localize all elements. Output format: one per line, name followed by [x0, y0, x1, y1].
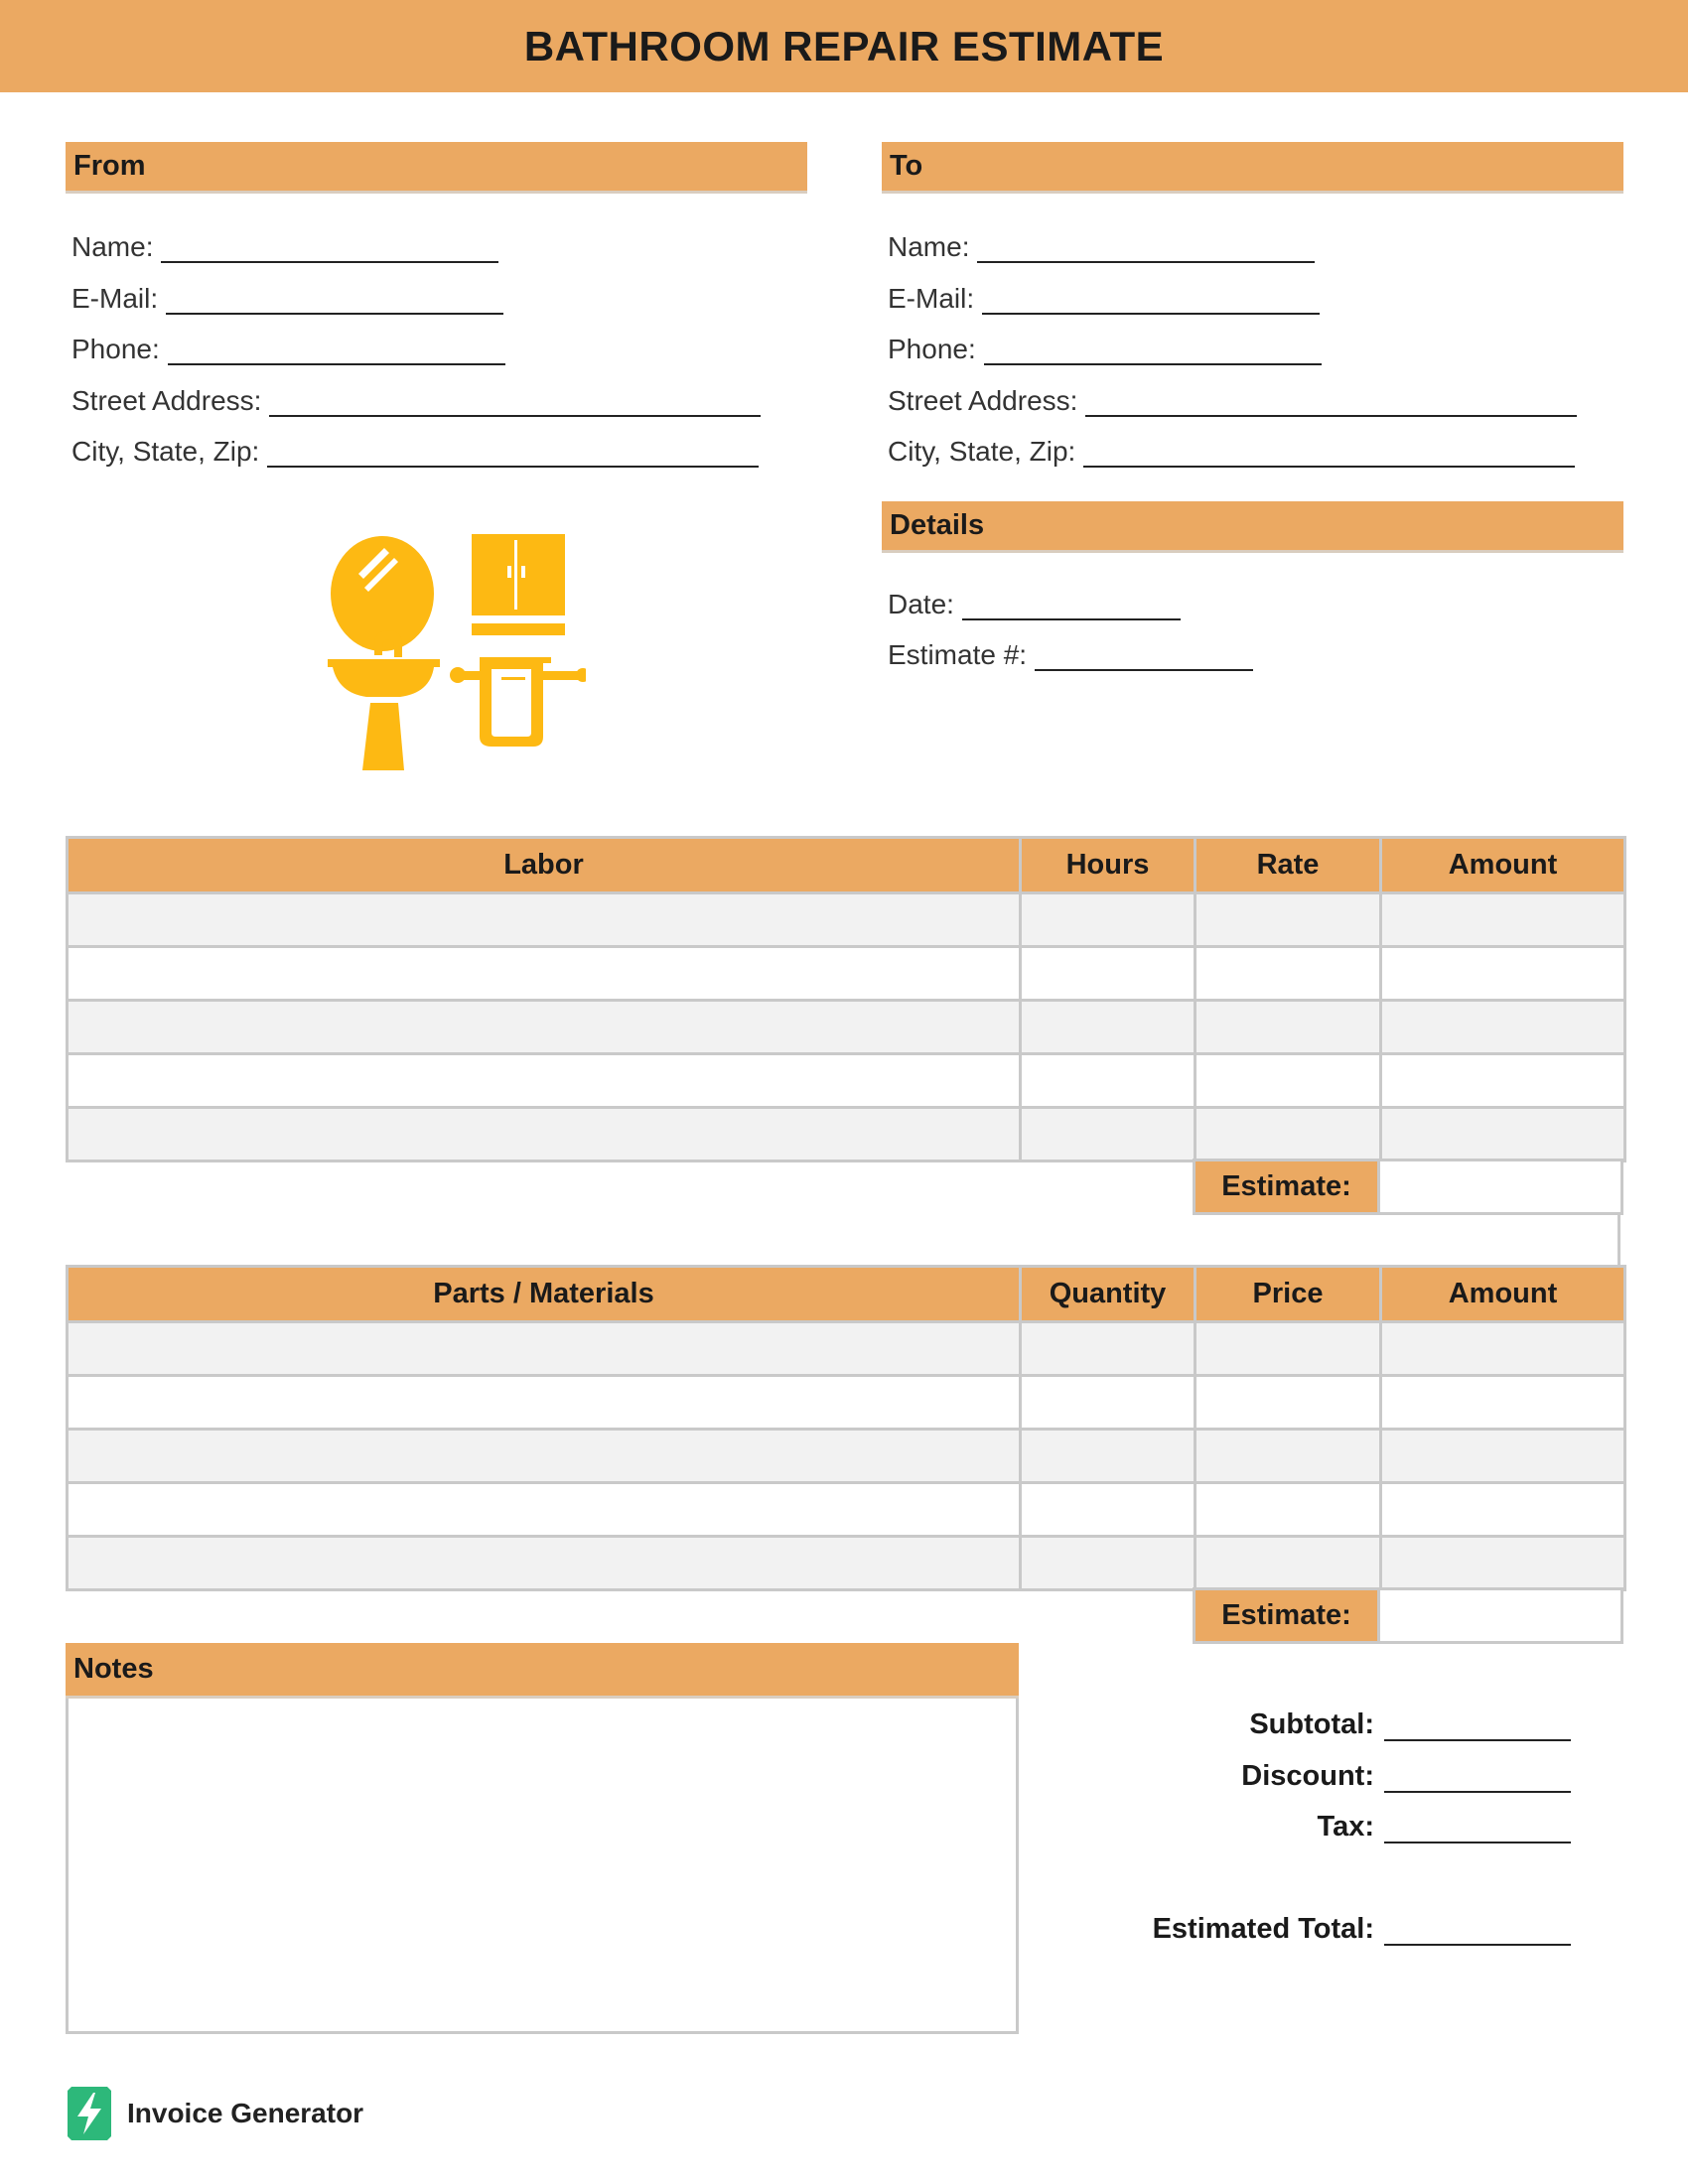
from-email-input[interactable] — [166, 283, 503, 315]
labor-cell[interactable] — [1196, 893, 1381, 947]
parts-cell[interactable] — [1021, 1430, 1196, 1483]
labor-cell[interactable] — [1196, 1108, 1381, 1161]
labor-cell[interactable] — [1381, 1054, 1625, 1108]
parts-cell[interactable] — [1381, 1430, 1625, 1483]
from-city-input[interactable] — [267, 436, 759, 468]
labor-divider — [1618, 1213, 1620, 1267]
table-row — [68, 1054, 1625, 1108]
bathroom-icon — [323, 526, 586, 774]
from-name-input[interactable] — [161, 231, 498, 263]
labor-cell[interactable] — [1021, 893, 1196, 947]
labor-estimate-label: Estimate: — [1193, 1159, 1380, 1215]
labor-cell[interactable] — [68, 947, 1021, 1001]
to-name-input[interactable] — [977, 231, 1315, 263]
from-heading: From — [66, 142, 807, 194]
parts-cell[interactable] — [68, 1376, 1021, 1430]
parts-estimate-label: Estimate: — [1193, 1587, 1380, 1644]
labor-cell[interactable] — [68, 1054, 1021, 1108]
labor-cell[interactable] — [1381, 947, 1625, 1001]
parts-cell[interactable] — [1381, 1537, 1625, 1590]
from-street-field: Street Address: — [71, 377, 761, 417]
parts-cell[interactable] — [1021, 1376, 1196, 1430]
cabinet-icon — [472, 534, 565, 615]
to-name-field: Name: — [888, 223, 1315, 263]
details-heading: Details — [882, 501, 1623, 553]
estimated-total-row — [1153, 1906, 1571, 1946]
notes-textarea[interactable] — [66, 1699, 1019, 2034]
to-street-field: Street Address: — [888, 377, 1577, 417]
from-name-field: Name: — [71, 223, 498, 263]
parts-col-description: Parts / Materials — [68, 1267, 1021, 1322]
estimate-number-field: Estimate #: — [888, 631, 1253, 671]
labor-cell[interactable] — [68, 1001, 1021, 1054]
to-email-field: E-Mail: — [888, 275, 1320, 315]
labor-cell[interactable] — [68, 1108, 1021, 1161]
labor-cell[interactable] — [1381, 1108, 1625, 1161]
tax-label: Tax: — [1317, 1811, 1374, 1843]
to-heading: To — [882, 142, 1623, 194]
estimated-total-input[interactable] — [1384, 1914, 1571, 1946]
labor-table — [66, 836, 1626, 1162]
labor-col-amount: Amount — [1381, 838, 1625, 893]
table-row — [68, 1322, 1625, 1376]
parts-cell[interactable] — [1196, 1322, 1381, 1376]
parts-cell[interactable] — [1021, 1537, 1196, 1590]
from-street-input[interactable] — [269, 385, 761, 417]
subtotal-row — [1249, 1702, 1571, 1741]
labor-cell[interactable] — [1196, 1054, 1381, 1108]
table-row — [68, 1376, 1625, 1430]
labor-col-description: Labor — [68, 838, 1021, 893]
estimate-number-input[interactable] — [1035, 639, 1253, 671]
to-phone-input[interactable] — [984, 334, 1322, 365]
parts-cell[interactable] — [68, 1483, 1021, 1537]
labor-col-rate: Rate — [1196, 838, 1381, 893]
table-row — [68, 1108, 1625, 1161]
labor-header-row — [68, 838, 1625, 893]
table-row — [68, 1001, 1625, 1054]
labor-col-hours: Hours — [1021, 838, 1196, 893]
parts-cell[interactable] — [1196, 1430, 1381, 1483]
labor-cell[interactable] — [1021, 1108, 1196, 1161]
to-email-input[interactable] — [982, 283, 1320, 315]
subtotal-label: Subtotal: — [1249, 1708, 1374, 1740]
parts-cell[interactable] — [1381, 1483, 1625, 1537]
parts-cell[interactable] — [1021, 1483, 1196, 1537]
parts-estimate-value[interactable] — [1377, 1587, 1623, 1644]
parts-cell[interactable] — [68, 1322, 1021, 1376]
to-phone-field: Phone: — [888, 326, 1322, 365]
to-city-field: City, State, Zip: — [888, 428, 1575, 468]
labor-cell[interactable] — [1381, 1001, 1625, 1054]
labor-cell[interactable] — [68, 893, 1021, 947]
title-banner — [0, 0, 1688, 92]
subtotal-input[interactable] — [1384, 1709, 1571, 1741]
parts-col-price: Price — [1196, 1267, 1381, 1322]
parts-cell[interactable] — [1196, 1376, 1381, 1430]
brand-name: Invoice Generator — [127, 2098, 364, 2128]
labor-estimate-value[interactable] — [1377, 1159, 1623, 1215]
parts-cell[interactable] — [68, 1537, 1021, 1590]
date-input[interactable] — [962, 589, 1181, 620]
discount-input[interactable] — [1384, 1761, 1571, 1793]
parts-cell[interactable] — [68, 1430, 1021, 1483]
parts-cell[interactable] — [1381, 1376, 1625, 1430]
table-row — [68, 1430, 1625, 1483]
parts-cell[interactable] — [1196, 1537, 1381, 1590]
parts-col-amount: Amount — [1381, 1267, 1625, 1322]
parts-table — [66, 1265, 1626, 1591]
discount-row — [1241, 1753, 1571, 1793]
table-row — [68, 893, 1625, 947]
tax-input[interactable] — [1384, 1812, 1571, 1843]
discount-label: Discount: — [1241, 1760, 1374, 1792]
table-row — [68, 1483, 1625, 1537]
page-title: BATHROOM REPAIR ESTIMATE — [523, 22, 1165, 69]
parts-cell[interactable] — [1381, 1322, 1625, 1376]
to-street-input[interactable] — [1085, 385, 1577, 417]
to-city-input[interactable] — [1083, 436, 1575, 468]
estimated-total-label: Estimated Total: — [1152, 1913, 1374, 1945]
parts-header-row — [68, 1267, 1625, 1322]
labor-cell[interactable] — [1021, 1054, 1196, 1108]
tax-row — [1318, 1804, 1571, 1843]
brand-footer — [68, 2087, 363, 2140]
labor-cell[interactable] — [1381, 893, 1625, 947]
notes-heading: Notes — [66, 1643, 1019, 1699]
from-phone-input[interactable] — [168, 334, 505, 365]
lightning-bolt-icon — [68, 2087, 111, 2140]
labor-cell[interactable] — [1021, 1001, 1196, 1054]
parts-cell[interactable] — [1196, 1483, 1381, 1537]
from-phone-field: Phone: — [71, 326, 505, 365]
table-row — [68, 1537, 1625, 1590]
table-row — [68, 947, 1625, 1001]
parts-col-quantity: Quantity — [1021, 1267, 1196, 1322]
parts-cell[interactable] — [1021, 1322, 1196, 1376]
date-field: Date: — [888, 581, 1181, 620]
from-city-field: City, State, Zip: — [71, 428, 759, 468]
labor-cell[interactable] — [1196, 947, 1381, 1001]
from-email-field: E-Mail: — [71, 275, 503, 315]
labor-cell[interactable] — [1196, 1001, 1381, 1054]
labor-cell[interactable] — [1021, 947, 1196, 1001]
